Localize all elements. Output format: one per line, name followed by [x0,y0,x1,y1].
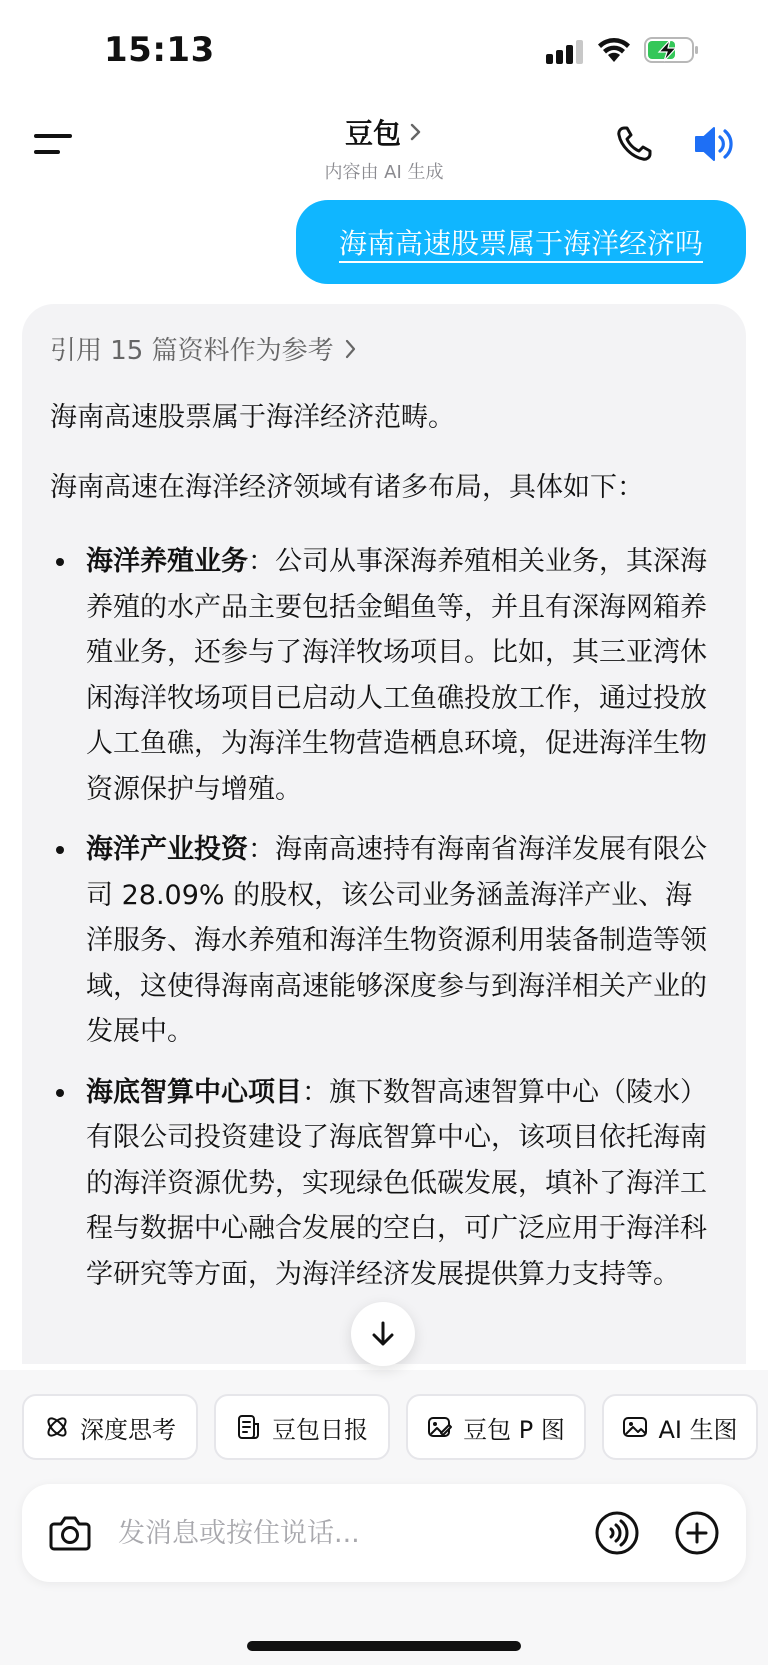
daily-report-button[interactable] [214,1394,390,1460]
atom-icon [44,1414,70,1440]
photo-edit-button[interactable] [406,1394,586,1460]
bullet-text: ：旗下数智高速智算中心（陵水）有限公司投资建设了海底智算中心，该项目依托海南的海洋资源优势，实现绿色低碳发展，填补了海洋工程与数据中心融合发展的空白，可广泛应用于海洋科学研究等方面，为海洋经济发展提供算力支持等。 [86,1076,707,1290]
references-label: 引用 15 篇资料作为参考 [50,336,334,366]
arrow-down-icon [370,1320,396,1348]
cellular-signal-icon [546,40,586,64]
plus-icon[interactable] [674,1510,720,1556]
list-item [50,1070,718,1298]
answer-paragraph: 海南高速股票属于海洋经济范畴。 [50,402,455,433]
document-icon [236,1414,262,1440]
user-message-text: 海南高速股票属于海洋经济吗 [338,227,703,260]
message-input[interactable] [116,1506,556,1560]
chip-label: 深度思考 [80,1415,176,1444]
voice-call-icon[interactable] [594,1510,640,1556]
status-bar [0,0,768,100]
bullet-text: ：公司从事深海养殖相关业务，其深海养殖的水产品主要包括金鲳鱼等，并且有深海网箱养殖业务，还参与了海洋牧场项目。比如，其三亚湾休闲海洋牧场项目已启动人工鱼礁投放工作，通过投放人工鱼礁，为海洋生物营造栖息环境，促进海洋生物资源保护与增殖。 [86,546,707,805]
page-title: 豆包 [344,117,401,150]
wifi-icon [596,36,632,64]
user-message-bubble[interactable] [296,200,746,284]
bullet-title: 海洋养殖业务 [86,546,248,577]
deep-think-button[interactable] [22,1394,198,1460]
battery-charging-icon [644,36,700,64]
assistant-answer-card [22,304,746,1364]
home-indicator [247,1641,521,1651]
camera-icon[interactable] [48,1512,92,1554]
ai-image-button[interactable] [602,1394,758,1460]
chat-header [0,100,768,200]
bullet-text: ：海南高速持有海南省海洋发展有限公司 28.09% 的股权，该公司业务涵盖海洋产业、海洋服务、海水养殖和海洋生物资源利用装备制造等领域，这使得海南高速能够深度参与到海洋相关产业的发展中。 [86,834,707,1047]
references-link[interactable] [50,330,718,367]
chip-label: 豆包日报 [272,1415,368,1444]
bullet-title: 海底智算中心项目 [86,1076,302,1108]
answer-bullet-list [50,539,718,1297]
bullet-title: 海洋产业投资 [86,834,248,865]
list-item [50,539,718,812]
chip-label: 豆包 P 图 [463,1415,565,1444]
list-item [50,827,718,1055]
message-composer [22,1484,746,1582]
image-icon [622,1414,648,1440]
answer-paragraph: 海南高速在海洋经济领域有诸多布局，具体如下： [50,472,644,503]
chevron-right-icon [409,122,423,142]
speaker-icon[interactable] [692,122,736,166]
chip-label: AI 生图 [658,1415,738,1444]
quick-actions-bar [0,1370,768,1466]
ai-generated-note: 内容由 AI 生成 [324,162,444,183]
scroll-to-bottom-button[interactable] [351,1302,415,1366]
chevron-right-icon [344,338,358,360]
phone-call-button[interactable] [614,124,654,164]
status-time: 15:13 [104,30,215,70]
image-edit-icon [427,1414,453,1440]
